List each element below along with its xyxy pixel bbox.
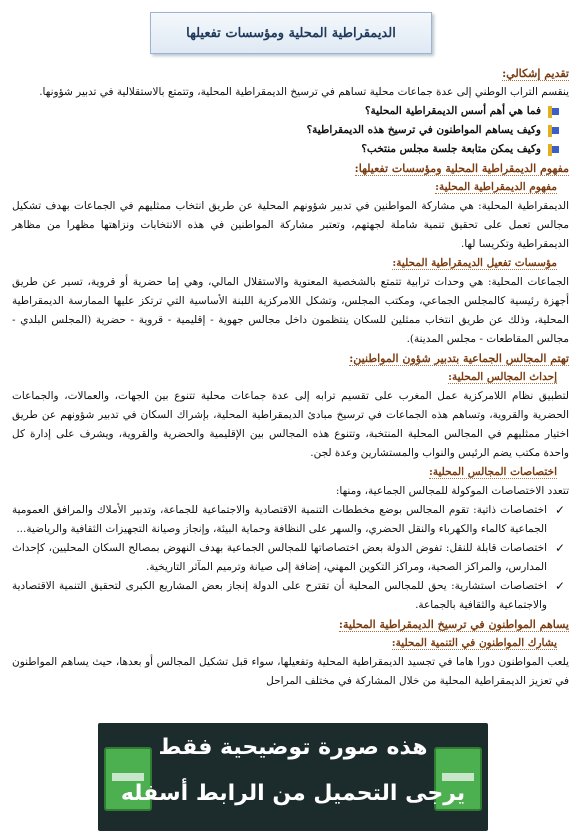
section3-sub1-text: يلعب المواطنون دورا هاما في تجسيد الديمقراطية المحلية وتفعيلها، سواء قبل تشكيل المجالس أو بعدها، حيث يساهم المواطنون في تعزيز الديمقراطية المحلية من خلال المشاركة في مختلف المراحل xyxy=(12,656,569,687)
section2-sub1-heading: إحداث المجالس المحلية: xyxy=(448,371,557,383)
section3-sub1-heading: يشارك المواطنون في التنمية المحلية: xyxy=(391,637,557,649)
list-item: ✓ اختصاصات استشارية: يحق للمجالس المحلية أن تقترح على الدولة إنجاز بعض المشاريع الكبرى لتحقيق التنمية الاقتصادية والاجتماعية والثقافية بالجماعة. xyxy=(12,579,565,611)
section2-heading: تهتم المجالس الجماعية بتدبير شؤون المواطنين: xyxy=(349,352,569,365)
check-icon: ✓ xyxy=(554,503,565,517)
banner-line2: يرجى التحميل من الرابط أسفله xyxy=(120,781,466,806)
section2-sub1-text: لتطبيق نظام اللامركزية عمل المغرب على تقسيم ترابه إلى عدة جماعات محلية تتنوع بين الجهات، والعمالات، والجماعات الحضرية والقروية، وتساهم هذه الجماعات في ترسيخ مبادئ الديمقراطية المحلية، بإشراك السكان في تدبير شؤونهم عن طريق اختيار ممثليهم في المجالس المحلية المنتخبة، وتتنوع هذه المجالس بين الإقليمية والحضرية والقروية، ويشرف على إدارة كل واحدة مكتب يضم الرئيس والنواب والمستشارين وعدة لجن. xyxy=(12,390,569,459)
list-item: ✓ اختصاصات قابلة للنقل: تفوض الدولة بعض اختصاصاتها للمجالس الجماعية بهدف النهوض بمصالح السكان المحليين، كإحداث المدارس، والمراكز الصحية، ومراكز التكوين المهني، إضافة إلى صيانة وترميم المآثر التاريخية. xyxy=(12,541,565,573)
section1-sub1-heading: مفهوم الديمقراطية المحلية: xyxy=(435,181,557,193)
banner-line1: هذه صورة توضيحية فقط xyxy=(158,735,428,760)
watermark-banner[interactable] xyxy=(98,723,488,831)
question-item: وكيف يمكن متابعة جلسة مجلس منتخب؟ xyxy=(12,140,559,159)
intro-text: ينقسم التراب الوطني إلى عدة جماعات محلية تساهم في ترسيخ الديمقراطية المحلية، وتتمتع بالاستقلالية في تدبير شؤونها. xyxy=(39,86,569,98)
section1-sub2-heading: مؤسسات تفعيل الديمقراطية المحلية: xyxy=(392,257,557,269)
check-icon: ✓ xyxy=(554,541,565,555)
question-item: وكيف يساهم المواطنون في ترسيخ هذه الديمقراطية؟ xyxy=(12,121,559,140)
page-title: الديمقراطية المحلية ومؤسسات تفعيلها xyxy=(150,12,432,54)
section2-sub2-heading: اختصاصات المجالس المحلية: xyxy=(428,466,557,478)
check-icon: ✓ xyxy=(554,579,565,593)
section3-heading: يساهم المواطنون في ترسيخ الديمقراطية المحلية: xyxy=(338,618,569,631)
intro-heading: تقديم إشكالي: xyxy=(502,67,569,80)
section2-sub2-lead: تتعدد الاختصاصات الموكولة للمجالس الجماعية، ومنها: xyxy=(335,485,569,497)
pencil-icon xyxy=(547,144,559,156)
question-item: فما هي أهم أسس الديمقراطية المحلية؟ xyxy=(12,102,559,121)
list-item: ✓ اختصاصات ذاتية: تقوم المجالس بوضع مخططات التنمية الاقتصادية والاجتماعية للجماعة، وتدبير الأملاك والمرافق العمومية الجماعية كالماء والكهرباء والنقل الحضري، والسهر على النظافة وحماية البيئة، وإنجاز وصيانة التجهيزات الثقافية والرياضية... xyxy=(12,503,565,535)
pencil-icon xyxy=(547,106,559,118)
competences-list xyxy=(12,501,569,615)
pencil-icon xyxy=(547,125,559,137)
section1-sub2-text: الجماعات المحلية: هي وحدات ترابية تتمتع بالشخصية المعنوية والاستقلال المالي، وهي إما حضرية أو قروية، تسير عن طريق أجهزة رئيسية كالمجلس الجماعي، ومكتب المجلس، وتشكل اللامركزية اللبنة الأساسية التي ترتكز عليها الممارسة الديمقراطية المحلية، وذلك عن طريق انتخاب ممثلين للسكان ينتظمون داخل مجالس جهوية - إقليمية - قروية - حضرية (المجلس البلدي - مجالس المقاطعات - مجلس المدينة). xyxy=(12,276,569,345)
section1-sub1-text: الديمقراطية المحلية: هي مشاركة المواطنين في تدبير شؤونهم المحلية عن طريق انتخاب ممثليهم في الجماعات بهدف تشكيل مجالس تعمل على تحقيق تنمية شاملة لجهتهم، وتعتبر مشاركة المواطنين في هذه الانتخابات ونزاهتها مظهرا من مظاهر الديمقراطية وتكريسا لها. xyxy=(12,200,569,250)
document-body xyxy=(12,64,569,691)
section1-heading: مفهوم الديمقراطية المحلية ومؤسسات تفعيلها: xyxy=(354,162,569,175)
